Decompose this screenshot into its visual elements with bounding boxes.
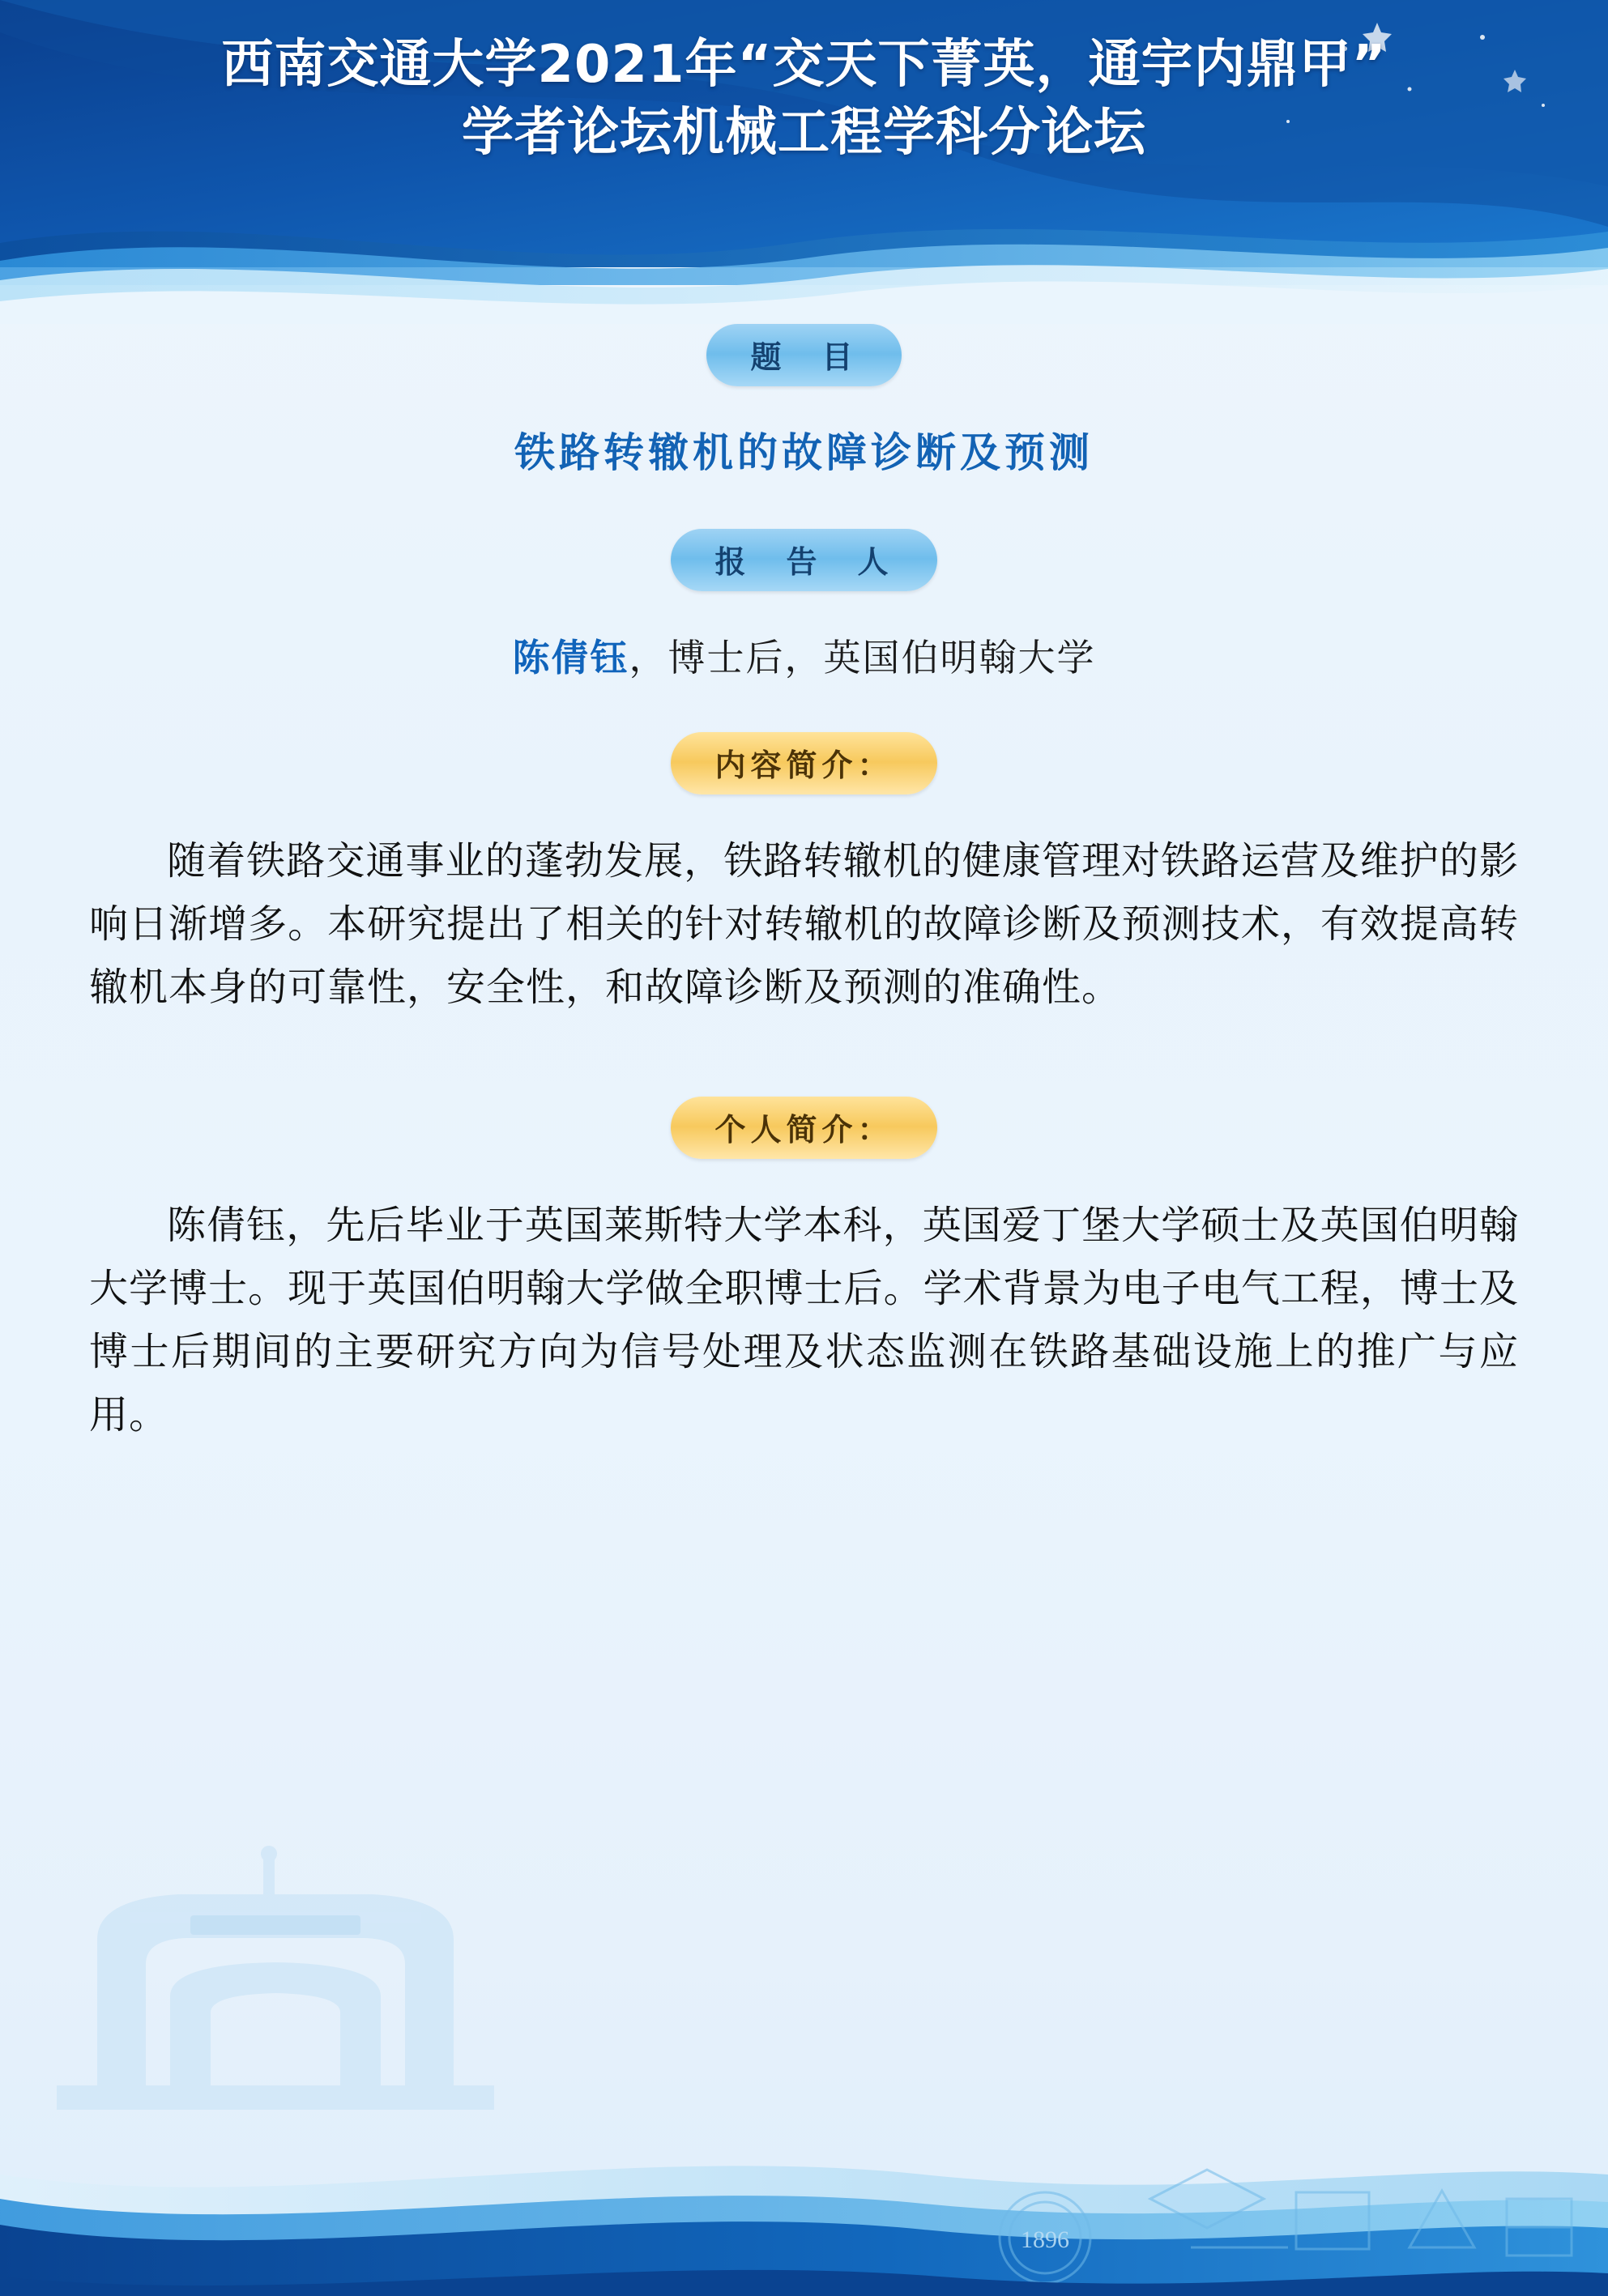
section-abstract-pill-row — [0, 732, 1608, 794]
pill-speaker: 报 告 人 — [671, 529, 936, 591]
speaker-affiliation: ，博士后，英国伯明翰大学 — [629, 636, 1096, 679]
emblem-year-text: 1896 — [1021, 2226, 1069, 2253]
poster-title — [0, 31, 1608, 168]
speaker-name: 陈倩钰 — [512, 636, 629, 679]
pill-bio: 个人简介： — [671, 1097, 936, 1159]
pill-topic: 题 目 — [706, 324, 901, 386]
poster-footer — [0, 1794, 1608, 2296]
title-line-1: 西南交通大学2021年“交天下菁英，通宇内鼎甲” — [221, 35, 1387, 95]
abstract-paragraph: 随着铁路交通事业的蓬勃发展，铁路转辙机的健康管理对铁路运营及维护的影响日渐增多。本研究提出了相关的针对转辙机的故障诊断及预测技术，有效提高转辙机本身的可靠性，安全性，和故障诊断及预测的准确性。 — [89, 838, 1519, 1010]
poster-header — [0, 0, 1608, 324]
title-line-2: 学者论坛机械工程学科分论坛 — [462, 103, 1146, 164]
spacer — [0, 682, 1608, 732]
spacer — [0, 479, 1608, 529]
poster-content — [0, 324, 1608, 1446]
section-speaker-pill-row — [0, 529, 1608, 591]
footer-background-art — [0, 1794, 1608, 2296]
speaker-line — [0, 628, 1608, 682]
section-bio-pill-row — [0, 1097, 1608, 1159]
bio-paragraph: 陈倩钰，先后毕业于英国莱斯特大学本科，英国爱丁堡大学硕士及英国伯明翰大学博士。现于英国伯明翰大学做全职博士后。学术背景为电子电气工程，博士及博士后期间的主要研究方向为信号处理及状态监测在铁路基础设施上的推广与应用。 — [89, 1203, 1519, 1438]
section-title-pill-row — [0, 324, 1608, 386]
pill-abstract: 内容简介： — [671, 732, 936, 794]
spacer — [0, 1019, 1608, 1097]
talk-title: 铁路转辙机的故障诊断及预测 — [514, 429, 1094, 476]
